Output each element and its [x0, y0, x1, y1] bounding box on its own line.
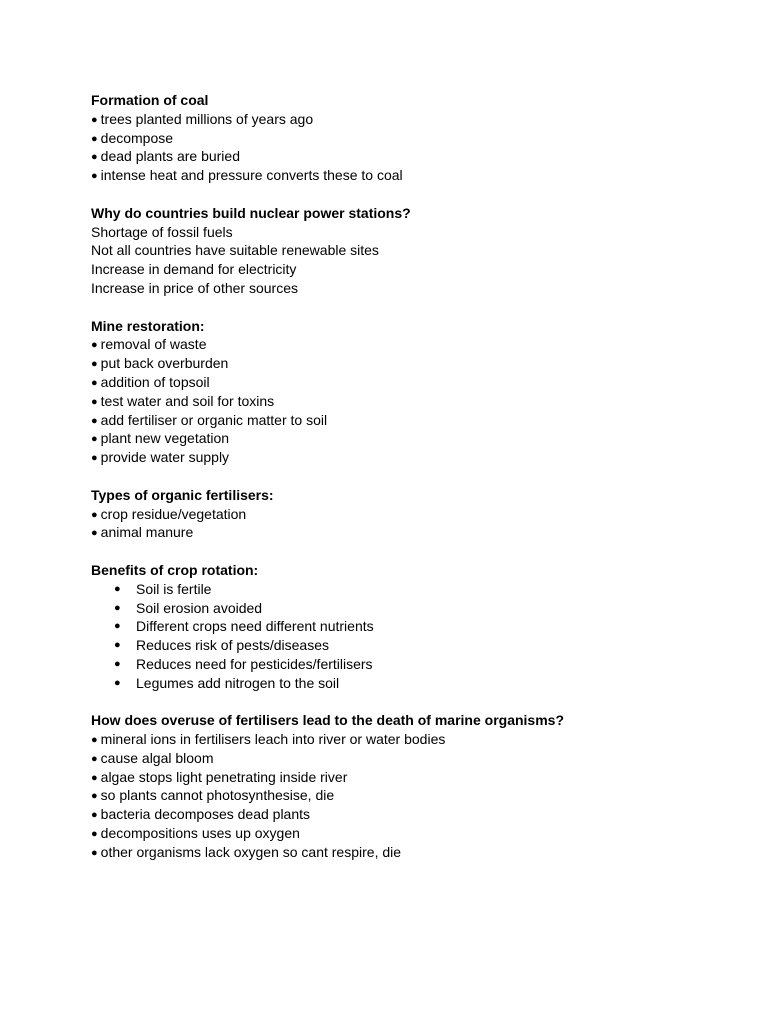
section-fertiliser-overuse	[91, 711, 768, 861]
list-item	[91, 599, 768, 618]
bullet-icon: ●	[114, 676, 121, 689]
bullet-icon: ●	[114, 639, 121, 652]
bullet-icon: ●	[114, 657, 121, 670]
section-heading: Mine restoration:	[91, 317, 205, 334]
list-item: ● test water and soil for toxins	[91, 392, 768, 411]
text-line: Shortage of fossil fuels	[91, 223, 233, 240]
text-line: Increase in demand for electricity	[91, 261, 297, 278]
bullet-icon: ●	[114, 601, 121, 614]
list-item: ● provide water supply	[91, 448, 768, 467]
list-item-text: Different crops need different nutrients	[136, 618, 374, 635]
list-item: ● algae stops light penetrating inside river	[91, 768, 768, 787]
section-crop-rotation	[91, 561, 768, 693]
list-item	[91, 617, 768, 636]
list-item: ● decompose	[91, 129, 768, 148]
section-heading: Benefits of crop rotation:	[91, 561, 259, 578]
bullet-icon: ●	[114, 582, 121, 595]
section-heading: Types of organic fertilisers:	[91, 486, 274, 503]
section-heading: How does overuse of fertilisers lead to the death of marine organisms?	[91, 712, 564, 729]
list-item: ● removal of waste	[91, 335, 768, 354]
list-item: ● crop residue/vegetation	[91, 505, 768, 524]
list-item	[91, 674, 768, 693]
list-item-text: Reduces need for pesticides/fertilisers	[136, 655, 373, 672]
list-item: ● bacteria decomposes dead plants	[91, 805, 768, 824]
text-line: Not all countries have suitable renewable sites	[91, 242, 379, 259]
list-item: ● mineral ions in fertilisers leach into river or water bodies	[91, 730, 768, 749]
list-item-text: Legumes add nitrogen to the soil	[136, 674, 340, 691]
list-item: ● animal manure	[91, 523, 768, 542]
crop-rotation-list	[91, 580, 768, 693]
section-formation-of-coal	[91, 91, 768, 185]
list-item-text: Soil is fertile	[136, 580, 212, 597]
section-heading: Formation of coal	[91, 92, 209, 108]
list-item: ● intense heat and pressure converts these to coal	[91, 166, 768, 185]
list-item: ● trees planted millions of years ago	[91, 110, 768, 129]
list-item: ● so plants cannot photosynthesise, die	[91, 786, 768, 805]
list-item-text: Soil erosion avoided	[136, 599, 263, 616]
bullet-icon: ●	[114, 620, 121, 633]
list-item: ● addition of topsoil	[91, 373, 768, 392]
section-nuclear-power	[91, 204, 768, 298]
list-item-text: Reduces risk of pests/diseases	[136, 637, 329, 654]
list-item	[91, 580, 768, 599]
text-line: Increase in price of other sources	[91, 279, 298, 296]
list-item: ● cause algal bloom	[91, 749, 768, 768]
list-item	[91, 655, 768, 674]
list-item: ● dead plants are buried	[91, 147, 768, 166]
section-heading: Why do countries build nuclear power stations?	[91, 204, 411, 221]
list-item	[91, 636, 768, 655]
list-item: ● plant new vegetation	[91, 429, 768, 448]
section-mine-restoration	[91, 317, 768, 467]
list-item: ● other organisms lack oxygen so cant respire, die	[91, 843, 768, 862]
list-item: ● add fertiliser or organic matter to soil	[91, 411, 768, 430]
list-item: ● decompositions uses up oxygen	[91, 824, 768, 843]
section-organic-fertilisers	[91, 486, 768, 542]
list-item: ● put back overburden	[91, 354, 768, 373]
